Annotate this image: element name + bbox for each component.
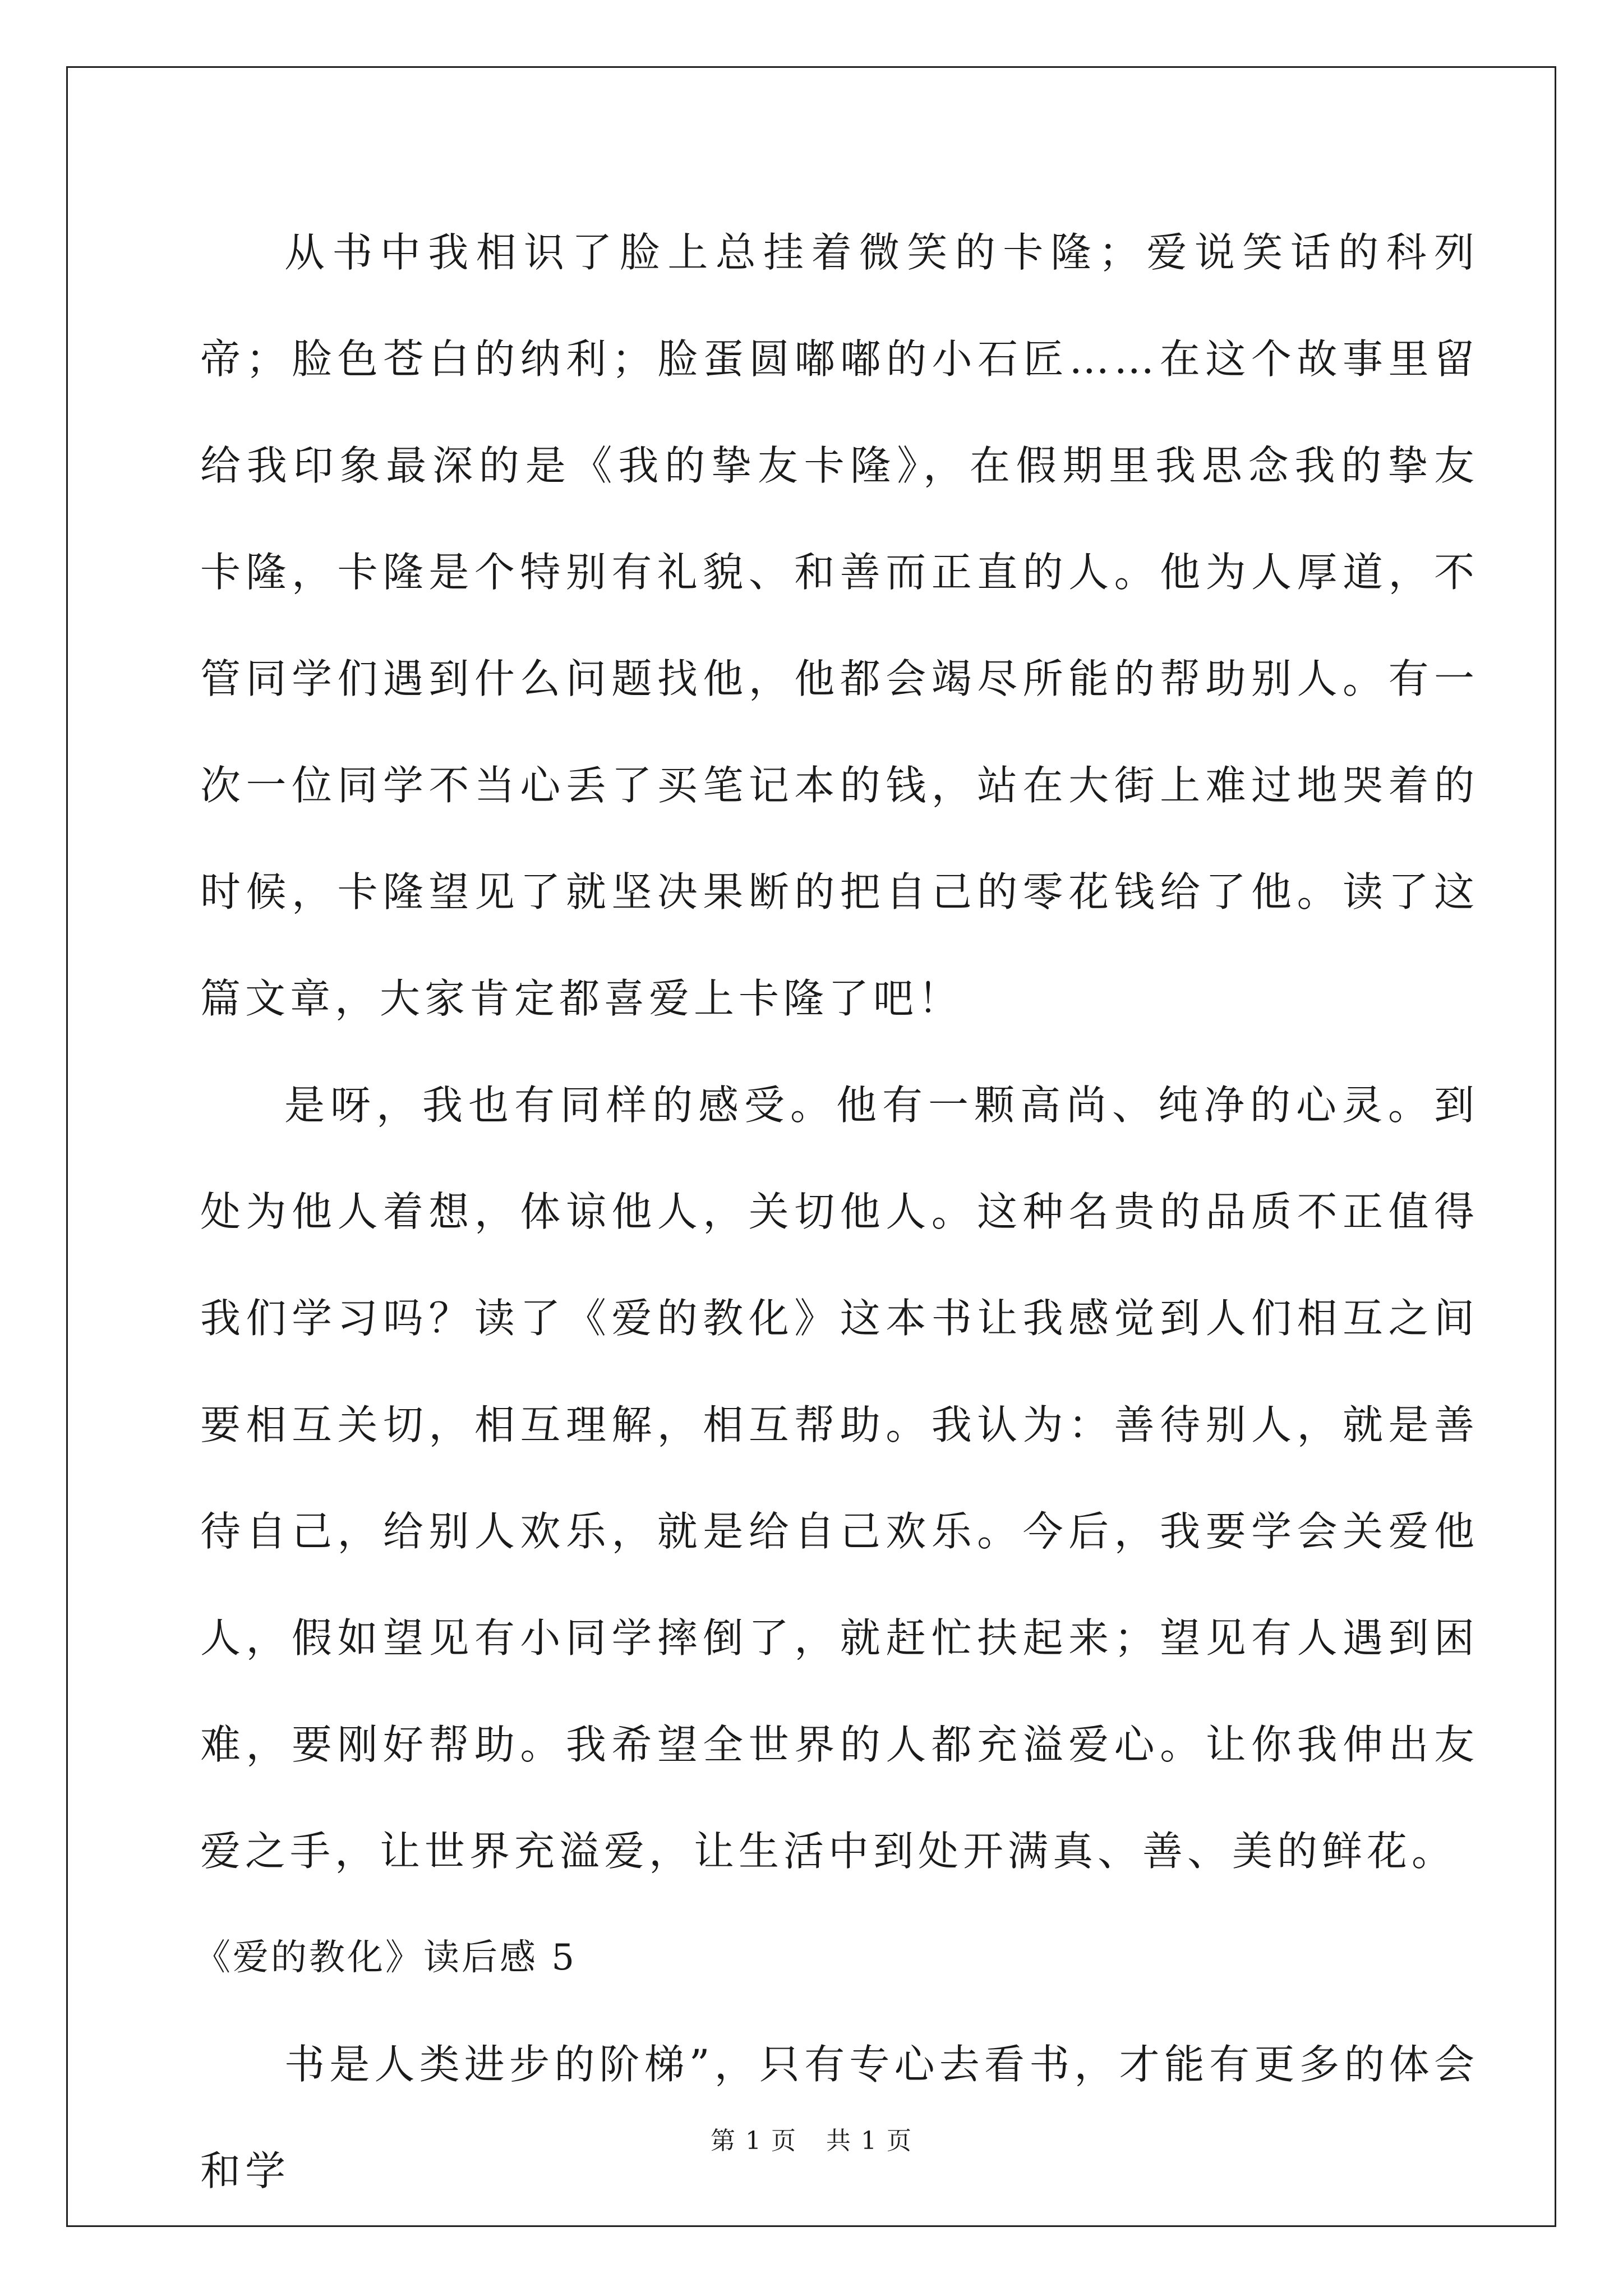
page-footer (0, 2120, 1623, 2156)
section-paragraph: 书是人类进步的阶梯”，只有专心去看书，才能有更多的体会和学 (200, 2041, 1479, 2194)
document-body (195, 199, 1479, 2224)
page-number-total: 共 1 页 (826, 2127, 912, 2155)
body-paragraph-1: 从书中我相识了脸上总挂着微笑的卡隆；爱说笑话的科列帝；脸色苍白的纳利；脸蛋圆嘟嘟的小石匠……在这个故事里留给我印象最深的是《我的挚友卡隆》，在假期里我思念我的挚友卡隆，卡隆是个特别有礼貌、和善而正直的人。他为人厚道，不管同学们遇到什么问题找他，他都会竭尽所能的帮助别人。有一次一位同学不当心丢了买笔记本的钱，站在大街上难过地哭着的时候，卡隆望见了就坚决果断的把自己的零花钱给了他。读了这篇文章，大家肯定都喜爱上卡隆了吧！ (200, 229, 1479, 1022)
section-heading: 《爱的教化》读后感 5 (195, 1937, 577, 1978)
body-paragraph-2: 是呀，我也有同样的感受。他有一颗高尚、纯净的心灵。到处为他人着想，体谅他人，关切他人。这种名贵的品质不正值得我们学习吗？读了《爱的教化》这本书让我感觉到人们相互之间要相互关切，相互理解，相互帮助。我认为：善待别人，就是善待自己，给别人欢乐，就是给自己欢乐。今后，我要学会关爱他人，假如望见有小同学摔倒了，就赶忙扶起来；望见有人遇到困难，要刚好帮助。我希望全世界的人都充溢爱心。让你我伸出友爱之手，让世界充溢爱，让生活中到处开满真、善、美的鲜花。 (200, 1082, 1479, 1875)
page-number-current: 第 1 页 (711, 2127, 797, 2155)
